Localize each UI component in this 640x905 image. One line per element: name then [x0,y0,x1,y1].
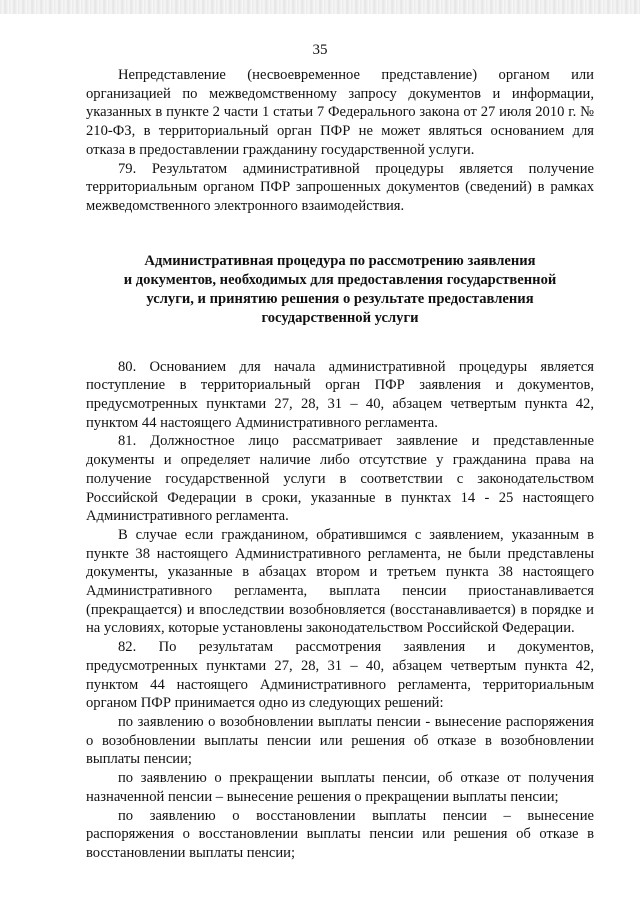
paragraph-nonprovision: Непредставление (несвоевременное представление) органом или организацией по межведомственному запросу документов и информации, указанных в пункте 2 части 1 статьи 7 Федерального закона от 27 июля 2010 г. № 210-ФЗ, в территориальный орган ПФР не может являться основанием для отказа в предоставлении гражданину государственной услуги. [86,67,594,158]
paragraph-80: 80. Основанием для начала административной процедуры является поступление в территориальный орган ПФР заявления и документов, предусмотренных пунктами 27, 28, 31 – 40, абзацем четвертым пункта 42, пунктом 44 настоящего Административного регламента. [86,358,594,431]
section-heading-line: и документов, необходимых для предоставления государственной [123,271,557,288]
paragraph-82: 82. По результатам рассмотрения заявления и документов, предусмотренных пунктами 27, 28, 31 – 40, абзацем четвертым пункта 42, пунктом 44 настоящего Административного регламента, территориальным органом ПФР принимается одно из следующих решений: [86,639,594,712]
decision-item-restoration: по заявлению о восстановлении выплаты пенсии – вынесение распоряжения о восстановлении выплаты пенсии или решения об отказе в восстановлении выплаты пенсии; [86,807,594,861]
decision-item-termination: по заявлению о прекращении выплаты пенсии, об отказе от получения назначенной пенсии – вынесение решения о прекращении выплаты пенсии; [86,770,594,805]
paragraph-79: 79. Результатом административной процедуры является получение территориальным органом ПФР запрошенных документов (сведений) в рамках межведомственного электронного взаимодействия. [86,160,594,214]
scan-edge-artifact [0,0,640,14]
paragraph-81: 81. Должностное лицо рассматривает заявление и представленные документы и определяет наличие либо отсутствие у гражданина права на получение государственной услуги в соответствии с законодательством Российской Федерации в сроки, указанные в пунктах 14 - 25 настоящего Административного регламента. [86,433,594,525]
section-heading [86,252,594,328]
section-heading-line: Административная процедура по рассмотрению заявления [144,252,536,269]
section-heading-line: государственной услуги [261,309,419,326]
section-heading-line: услуги, и принятию решения о результате предоставления [146,290,534,307]
decision-item-resumption: по заявлению о возобновлении выплаты пенсии - вынесение распоряжения о возобновлении выплаты пенсии или решения об отказе в возобновлении выплаты пенсии; [86,713,594,768]
document-body [86,66,594,863]
page-number: 35 [312,42,328,58]
paragraph-81-case: В случае если гражданином, обратившимся с заявлением, указанным в пункте 38 настоящего Административного регламента, не были представлены документы, указанные в абзацах втором и третьем пункта 38 настоящего Административного регламента, выплата пенсии приостанавливается (прекращается) и впоследствии возобновляется (восстанавливается) в порядке и на условиях, которые установлены законодательством Российской Федерации. [86,526,594,637]
